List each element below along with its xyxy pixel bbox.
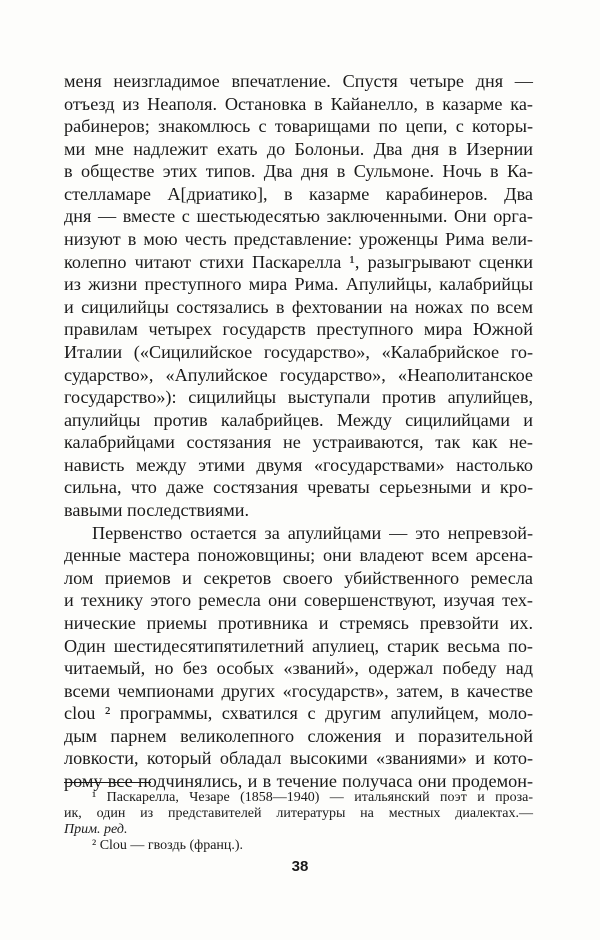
footnote-2: ² Clou — гвоздь (франц.). xyxy=(92,838,244,853)
text-line: ловкости, который обладал высокими «званиями» и кото- xyxy=(64,748,533,768)
paragraph-start-line: Первенство остается за апулийцами — это непревзой- xyxy=(92,523,533,543)
text-line: ми мне надлежит ехать до Болоньи. Два дня в Изернии xyxy=(64,139,533,159)
text-line: меня неизгладимое впечатление. Спустя четыре дня — xyxy=(64,71,533,91)
text-line: и технику этого ремесла они совершенствуют, изучая тех- xyxy=(64,590,533,610)
text-line: лом приемов и секретов своего убийственного ремесла xyxy=(64,568,533,588)
text-line: в обществе этих типов. Два дня в Сульмоне. Ночь в Ка- xyxy=(64,161,533,181)
text-line: государство»): сицилийцы выступали против апулийцев, xyxy=(64,387,533,407)
text-line: колепно читают стихи Паскарелла ¹, разыгрывают сценки xyxy=(64,252,533,272)
text-line: Один шестидесятипятилетний апулиец, старик весьма по- xyxy=(64,636,533,656)
text-line: низуют в мою честь представление: уроженцы Рима вели- xyxy=(64,229,533,249)
text-line: денные мастера поножовщины; они владеют всем арсена- xyxy=(64,545,533,565)
text-line: стелламаре А[дриатико], в казарме карабинеров. Два xyxy=(64,184,533,204)
text-line: всеми чемпионами других «государств», затем, в качестве xyxy=(64,681,533,701)
text-line: читаемый, но без особых «званий», одержал победу над xyxy=(64,658,533,678)
text-line: нависть между этими двумя «государствами» настолько xyxy=(64,455,533,475)
footnote-separator xyxy=(64,782,151,783)
footnote-1-line: ик, один из представителей литературы на местных диалектах.— xyxy=(64,806,533,821)
footnote-1-line: ¹ Паскарелла, Чезаре (1858—1940) — итальянский поэт и проза- xyxy=(92,790,533,805)
text-line: и сицилийцы состязались в фехтовании на ножах по всем xyxy=(64,297,533,317)
text-line: Италии («Сицилийское государство», «Калабрийское го- xyxy=(64,342,533,362)
text-line: дня — вместе с шестьюдесятью заключенными. Они орга- xyxy=(64,206,533,226)
text-line: сударство», «Апулийское государство», «Неаполитанское xyxy=(64,365,533,385)
text-line: clou ² программы, схватился с другим апулийцем, моло- xyxy=(64,703,533,723)
text-line: отъезд из Неаполя. Остановка в Кайанелло, в казарме ка- xyxy=(64,94,533,114)
text-line: правилам четырех государств преступного мира Южной xyxy=(64,319,533,339)
text-line: вавыми последствиями. xyxy=(64,500,250,520)
footnote-1-note: Прим. ред. xyxy=(64,822,128,837)
text-line: рабинеров; знакомлюсь с товарищами по цепи, с которы- xyxy=(64,116,533,136)
text-line: апулийцы против калабрийцев. Между сицилийцами и xyxy=(64,410,533,430)
text-line: дым парнем великолепного сложения и поразительной xyxy=(64,726,533,746)
text-line: из жизни преступного мира Рима. Апулийцы, калабрийцы xyxy=(64,274,533,294)
text-line: калабрийцами состязания не устраиваются, так как не- xyxy=(64,432,533,452)
text-line: рому все подчинялись, и в течение получаса они продемон- xyxy=(64,771,533,791)
text-line: сильна, что даже состязания чреваты серьезными и кро- xyxy=(64,477,533,497)
page-number: 38 xyxy=(291,858,309,875)
text-line: нические приемы противника и стремясь превзойти их. xyxy=(64,613,533,633)
